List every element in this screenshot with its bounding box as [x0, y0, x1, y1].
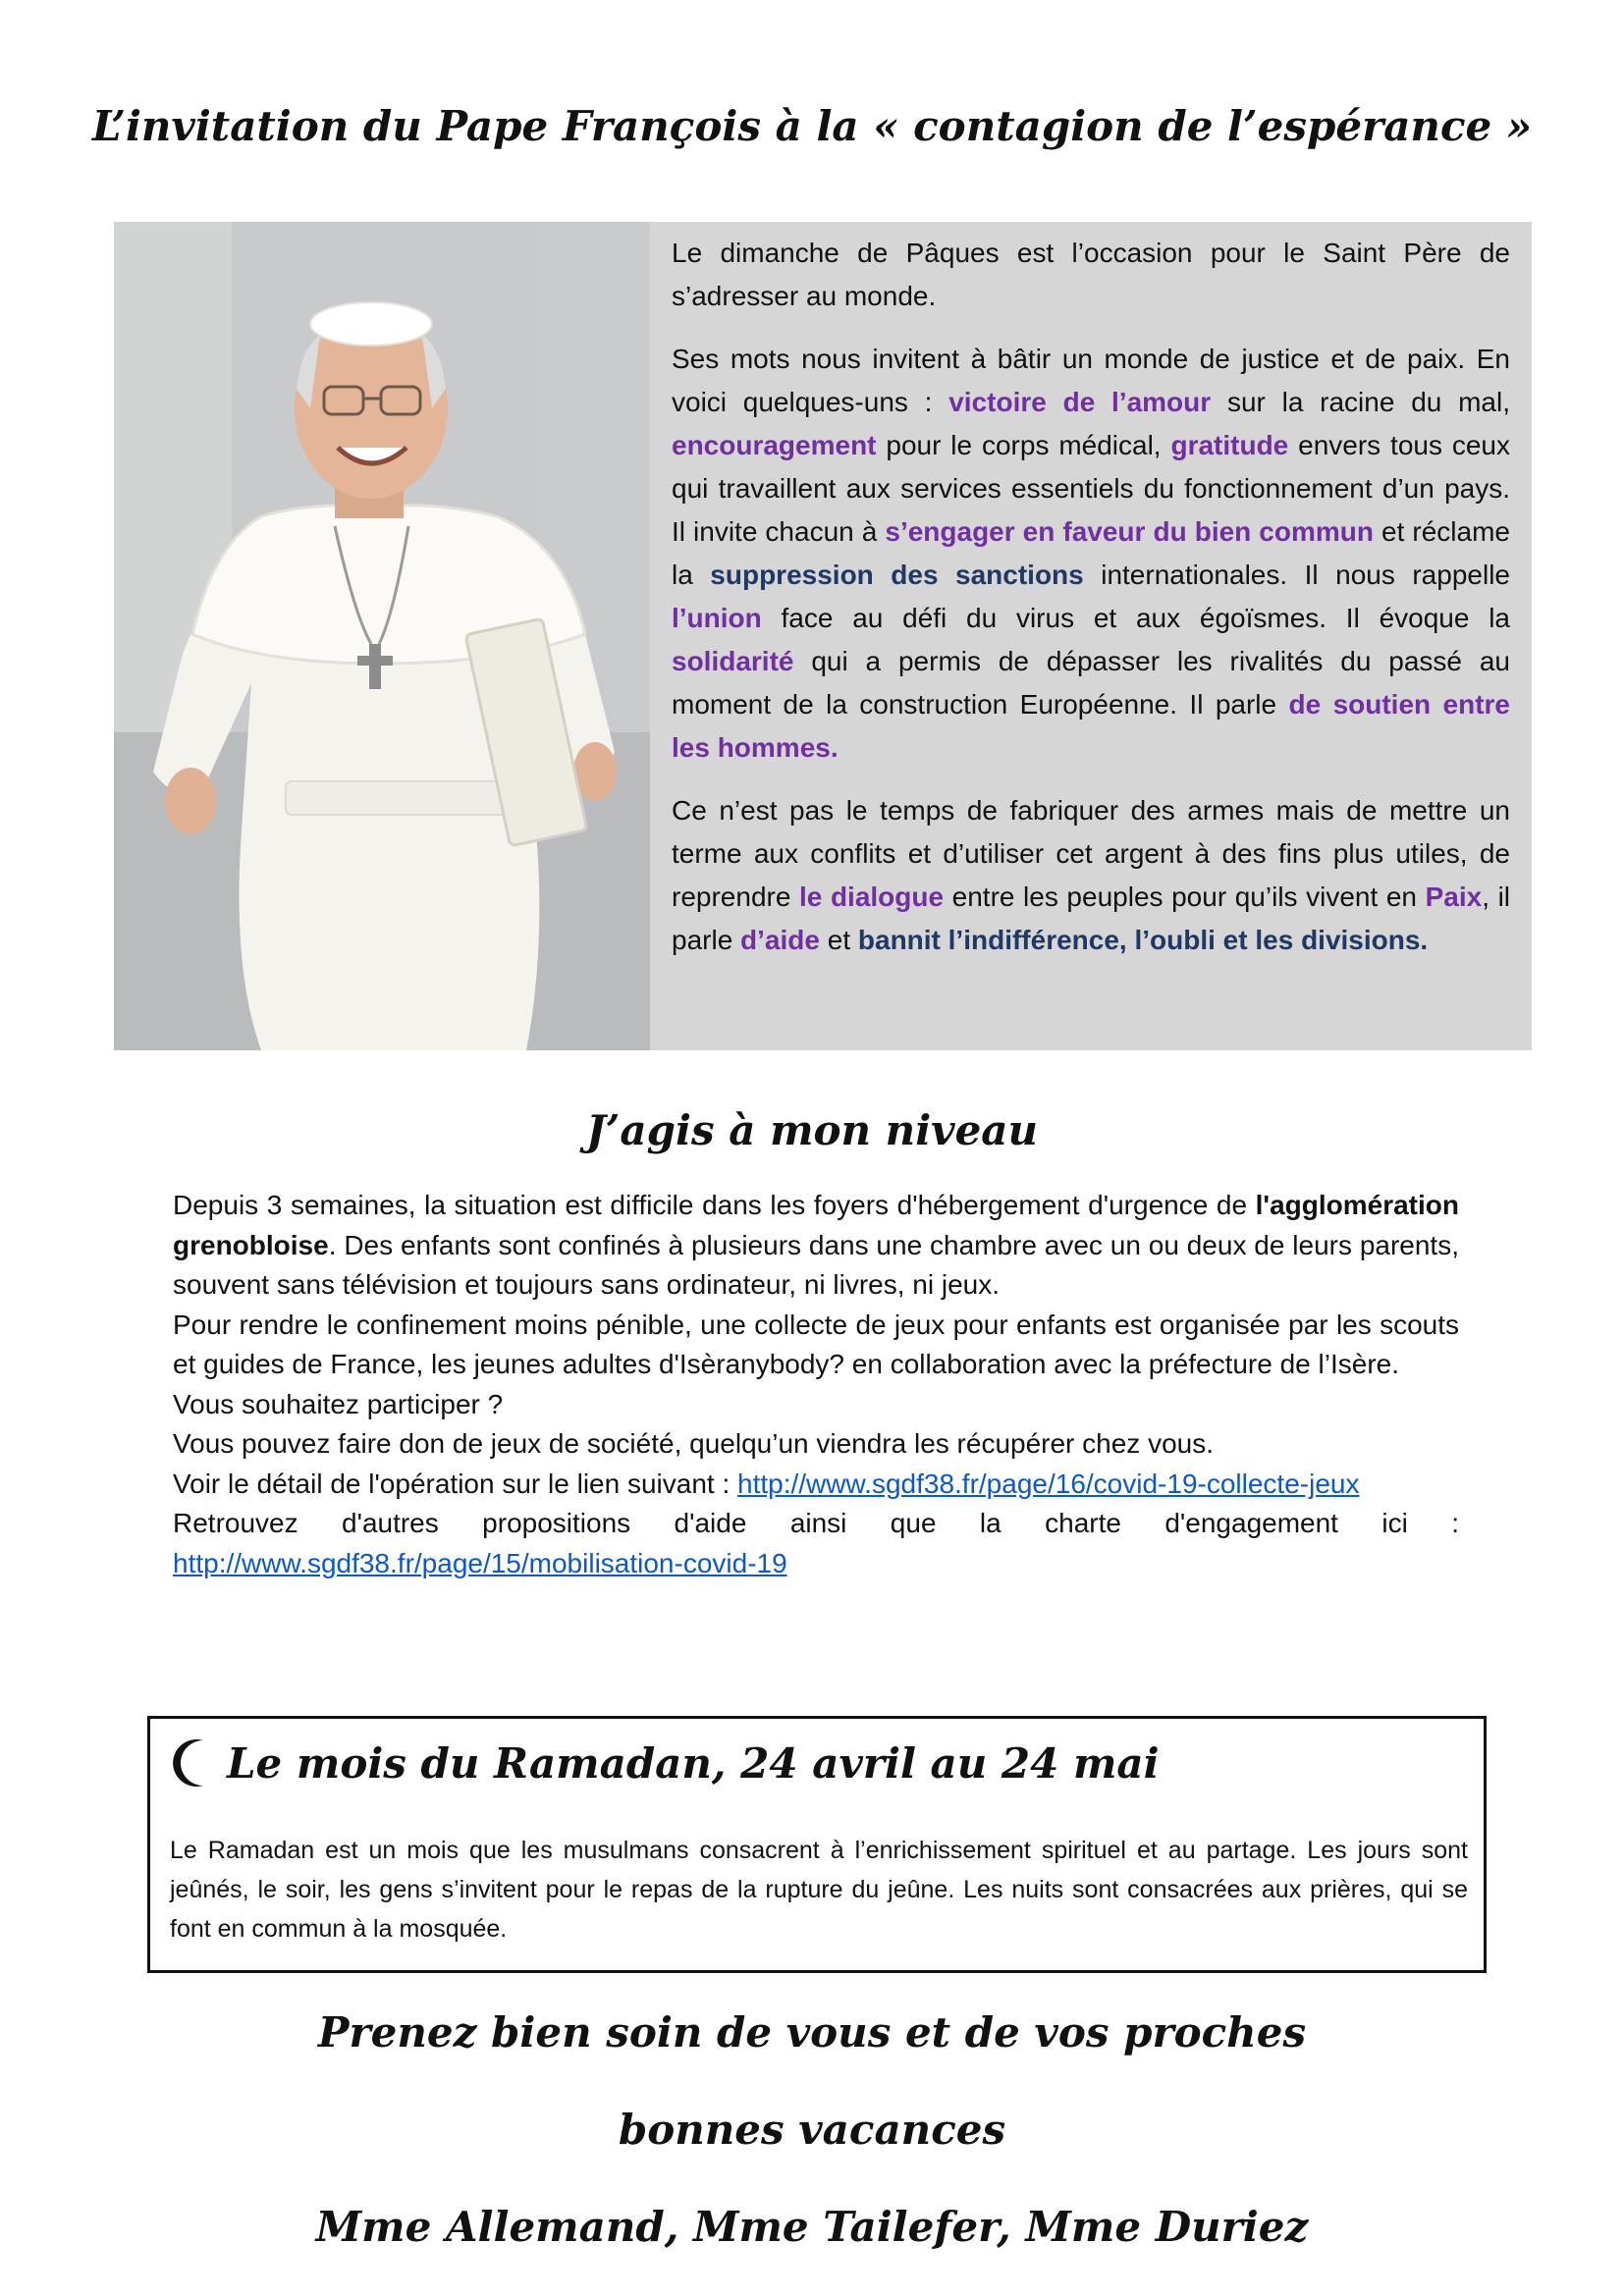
ramadan-text: Le Ramadan est un mois que les musulmans consacrent à l’enrichissement spirituel et au partage. Les jours sont jeûnés, le soir, les gens s’invitent pour le repas de la rupture du jeûne. Les nuits sont consacrées aux prières, qui se font en commun à la mosquée.	[170, 1837, 1468, 1943]
highlight: s’engager en faveur du bien commun	[885, 516, 1374, 547]
closing-signature: Mme Allemand, Mme Tailefer, Mme Duriez	[315, 2203, 1309, 2251]
agis-title: J’agis à mon niveau	[585, 1106, 1039, 1154]
pope-photo	[114, 222, 650, 1050]
highlight: gratitude	[1170, 430, 1289, 460]
highlight: de soutien entre les hommes.	[672, 689, 1510, 763]
crescent-moon-icon	[170, 1736, 213, 1789]
highlight: Paix	[1425, 881, 1483, 912]
closing-line-1: Prenez bien soin de vous et de vos proches	[317, 2008, 1307, 2056]
highlight: encouragement	[672, 430, 877, 460]
agis-paragraph-5: Voir le détail de l'opération sur le lien suivant : http://www.sgdf38.fr/page/16/covid-19-collecte-jeux	[173, 1468, 1360, 1499]
agis-paragraph-1: Depuis 3 semaines, la situation est difficile dans les foyers d'hébergement d'urgence de l'agglomération grenobloise. Des enfants sont confinés à plusieurs dans une chambre avec un ou deux de leurs parents, souvent sans télévision et toujours sans ordinateur, ni livres, ni jeux.	[173, 1190, 1459, 1300]
mobilisation-link[interactable]: http://www.sgdf38.fr/page/15/mobilisation-covid-19	[173, 1547, 787, 1578]
highlight: l’union	[672, 603, 762, 633]
highlight: victoire de l’amour	[948, 387, 1212, 417]
pope-feature-panel	[114, 222, 1532, 1050]
highlight: suppression des sanctions	[710, 560, 1084, 590]
collecte-jeux-link[interactable]: http://www.sgdf38.fr/page/16/covid-19-collecte-jeux	[737, 1468, 1360, 1499]
agis-paragraph-6: Retrouvez d'autres propositions d'aide ainsi que la charte d'engagement ici : http://www.sgdf38.fr/page/15/mobilisation-covid-19	[173, 1508, 1459, 1578]
feature-paragraph-2: Ses mots nous invitent à bâtir un monde de justice et de paix. En voici quelques-uns : victoire de l’amour sur la racine du mal, encouragement pour le corps médical, gratitude envers tous ceux qui travaillent aux services essentiels du fonctionnement d’un pays. Il invite chacun à s’engager en faveur du bien commun et réclame la suppression des sanctions internationales. Il nous rappelle l’union face au défi du virus et aux égoïsmes. Il évoque la solidarité qui a permis de dépasser les rivalités du passé au moment de la construction Européenne. Il parle de soutien entre les hommes.	[672, 344, 1510, 763]
ramadan-box	[147, 1716, 1487, 1973]
agis-paragraph-2: Pour rendre le confinement moins pénible, une collecte de jeux pour enfants est organisée par les scouts et guides de France, les jeunes adultes d'Isèranybody? en collaboration avec la préfecture de l’Isère.	[173, 1308, 1459, 1379]
page-title: L’invitation du Pape François à la « contagion de l’espérance »	[91, 102, 1533, 150]
feature-text	[650, 222, 1532, 1050]
feature-paragraph-1: Le dimanche de Pâques est l’occasion pour le Saint Père de s’adresser au monde.	[672, 238, 1510, 311]
feature-paragraph-3: Ce n’est pas le temps de fabriquer des armes mais de mettre un terme aux conflits et d’utiliser cet argent à des fins plus utiles, de reprendre le dialogue entre les peuples pour qu’ils vivent en Paix, il parle d’aide et bannit l’indifférence, l’oubli et les divisions.	[672, 795, 1511, 955]
ramadan-header	[170, 1736, 1160, 1789]
highlight: d’aide	[740, 925, 820, 955]
highlight: bannit l’indifférence, l’oubli et les divisions.	[857, 925, 1429, 955]
agis-paragraph-3: Vous souhaitez participer ?	[173, 1388, 504, 1419]
closing-line-2: bonnes vacances	[618, 2106, 1006, 2154]
highlight: solidarité	[672, 646, 794, 676]
agis-paragraph-4: Vous pouvez faire don de jeux de société, quelqu’un viendra les récupérer chez vous.	[173, 1428, 1215, 1459]
agis-section	[173, 1186, 1459, 1583]
highlight: le dialogue	[799, 881, 945, 912]
pope-illustration	[114, 222, 650, 1050]
ramadan-title: Le mois du Ramadan, 24 avril au 24 mai	[227, 1738, 1160, 1788]
